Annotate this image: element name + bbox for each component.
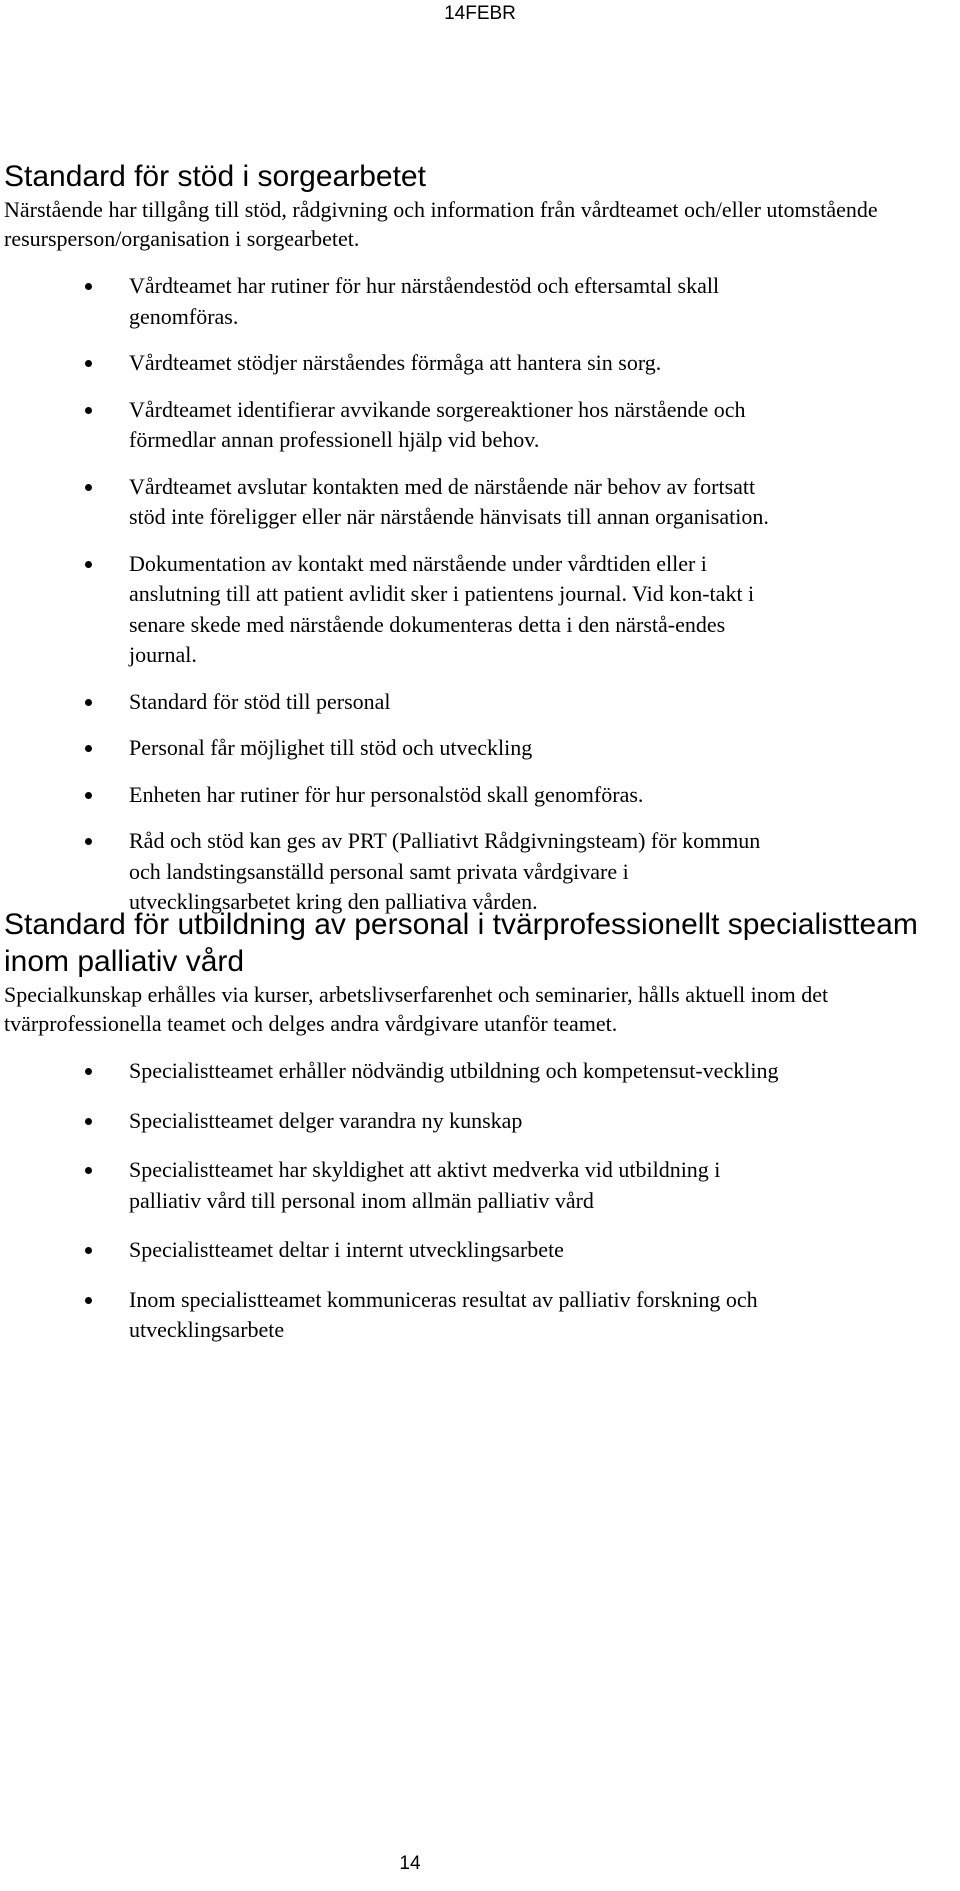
bullet-list (4, 271, 779, 918)
bullet-icon (85, 484, 92, 491)
list-item-text: Specialistteamet delger varandra ny kunskap (129, 1107, 523, 1133)
bullet-icon (85, 1167, 92, 1174)
bullet-icon (85, 699, 92, 706)
list-item-text: Råd och stöd kan ges av PRT (Palliativt Rådgivningsteam) för kommun och landstingsanställd personal samt privata vårdgivare i utvecklingsarbetet kring den palliativa vården. (129, 828, 761, 914)
document-code: 14FEBR (444, 3, 516, 24)
list-item-text: Specialistteamet har skyldighet att aktivt medverka vid utbildning i palliativ vård till personal inom allmän palliativ vård (129, 1157, 721, 1213)
list-item-text: Specialistteamet erhåller nödvändig utbildning och kompetensut-veckling (129, 1058, 779, 1083)
list-item-text: Vårdteamet identifierar avvikande sorgereaktioner hos närstående och förmedlar annan professionell hjälp vid behov. (129, 396, 746, 452)
list-item-text: Enheten har rutiner för hur personalstöd skall genomföras. (129, 781, 644, 807)
bullet-icon (85, 1068, 92, 1075)
bullet-icon (85, 1247, 92, 1254)
list-item (4, 826, 779, 918)
section-specialist-training (4, 906, 956, 1365)
bullet-icon (85, 745, 92, 752)
list-item (4, 733, 779, 764)
list-item-text: Standard för stöd till personal (129, 688, 391, 714)
list-item (4, 472, 779, 533)
list-item-text: Specialistteamet deltar i internt utvecklingsarbete (129, 1237, 564, 1262)
list-item (4, 1056, 779, 1087)
list-item (4, 271, 779, 332)
bullet-icon (85, 283, 92, 290)
bullet-icon (85, 838, 92, 845)
list-item (4, 687, 779, 718)
bullet-icon (85, 407, 92, 414)
list-item-text: Dokumentation av kontakt med närstående under vårdtiden eller i anslutning till att patient avlidit sker i patientens journal. Vid kon-takt i senare skede med närstående dokumenteras detta i den närstå-endes journal. (129, 550, 755, 667)
section-intro: Närstående har tillgång till stöd, rådgivning och information från vårdteamet och/eller utomstående resursperson/organisation i sorgearbetet. (4, 197, 878, 251)
bullet-icon (85, 1118, 92, 1125)
list-item-text: Vårdteamet avslutar kontakten med de närstående när behov av fortsatt stöd inte föreligger eller när närstående hänvisats till annan organisation. (129, 473, 769, 529)
section-heading: Standard för stöd i sorgearbetet (4, 160, 426, 193)
list-item-text: Personal får möjlighet till stöd och utveckling (129, 735, 533, 760)
list-item-text: Vårdteamet stödjer närståendes förmåga att hantera sin sorg. (129, 350, 662, 375)
list-item (4, 549, 779, 671)
section-intro: Specialkunskap erhålles via kurser, arbetslivserfarenhet och seminarier, hålls aktuell inom det tvärprofessionella teamet och delges andra vårdgivare utanför teamet. (4, 982, 829, 1036)
bullet-icon (85, 792, 92, 799)
bullet-list (4, 1056, 779, 1346)
list-item (4, 1285, 779, 1346)
bullet-icon (85, 561, 92, 568)
list-item (4, 780, 779, 811)
list-item (4, 395, 779, 456)
list-item-text: Vårdteamet har rutiner för hur närståendestöd och eftersamtal skall genomföras. (129, 273, 720, 329)
list-item (4, 1106, 779, 1137)
section-heading: Standard för utbildning av personal i tvärprofessionellt specialistteam inom palliativ vård (4, 908, 918, 978)
list-item-text: Inom specialistteamet kommuniceras resultat av palliativ forskning och utvecklingsarbete (129, 1286, 758, 1342)
list-item (4, 1235, 779, 1266)
list-item (4, 1155, 779, 1216)
section-bereavement-support (4, 158, 956, 934)
list-item (4, 348, 779, 379)
bullet-icon (85, 360, 92, 367)
bullet-icon (85, 1297, 92, 1304)
page-number: 14 (399, 1853, 421, 1874)
